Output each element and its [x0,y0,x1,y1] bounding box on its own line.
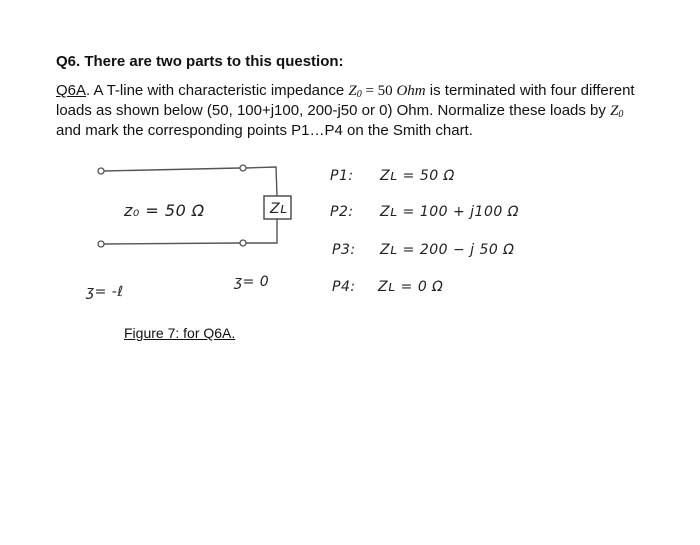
text-segment-2: is terminated with four different loads as shown below (50, 100+j100, 200-j50 or 0) Ohm. Normalize these loads by [56,82,635,119]
load-p4-label: P4: [332,279,356,295]
load-wire-top [246,167,277,196]
position-left-label: ʒ= -ℓ [86,284,124,300]
line-top-conductor [104,168,240,171]
load-p4-expr: Zʟ = 0 Ω [378,279,444,295]
z0-symbol-inline: $Z_0$ [610,103,624,120]
load-wire-bottom [246,219,277,243]
input-terminal-bottom [98,241,104,247]
text-segment-1: . A T-line with characteristic impedance [86,82,349,99]
position-right-label: ʒ= 0 [234,274,270,290]
question-part-id: Q6A [56,82,87,99]
z0-label: z₀ = 50 Ω [124,201,205,220]
load-p3-label: P3: [332,242,356,258]
line-bottom-conductor [104,243,240,244]
figure-caption: Figure 7: for Q6A. [124,325,236,341]
load-label: Zʟ [270,201,288,217]
load-p2-label: P2: [330,204,354,220]
question-title: Q6. There are two parts to this question: [56,53,344,70]
load-p2-expr: Zʟ = 100 + j100 Ω [380,204,519,220]
load-p3-expr: Zʟ = 200 − j 50 Ω [380,242,515,258]
load-p1-expr: Zʟ = 50 Ω [380,168,455,184]
load-terminal-bottom [240,240,246,246]
load-p1-label: P1: [330,168,354,184]
input-terminal-top [98,168,104,174]
load-terminal-top [240,165,246,171]
z0-formula: $Z_0 = 50$ Ohm [348,83,426,100]
text-segment-3: and mark the corresponding points P1…P4 on the Smith chart. [56,122,473,139]
